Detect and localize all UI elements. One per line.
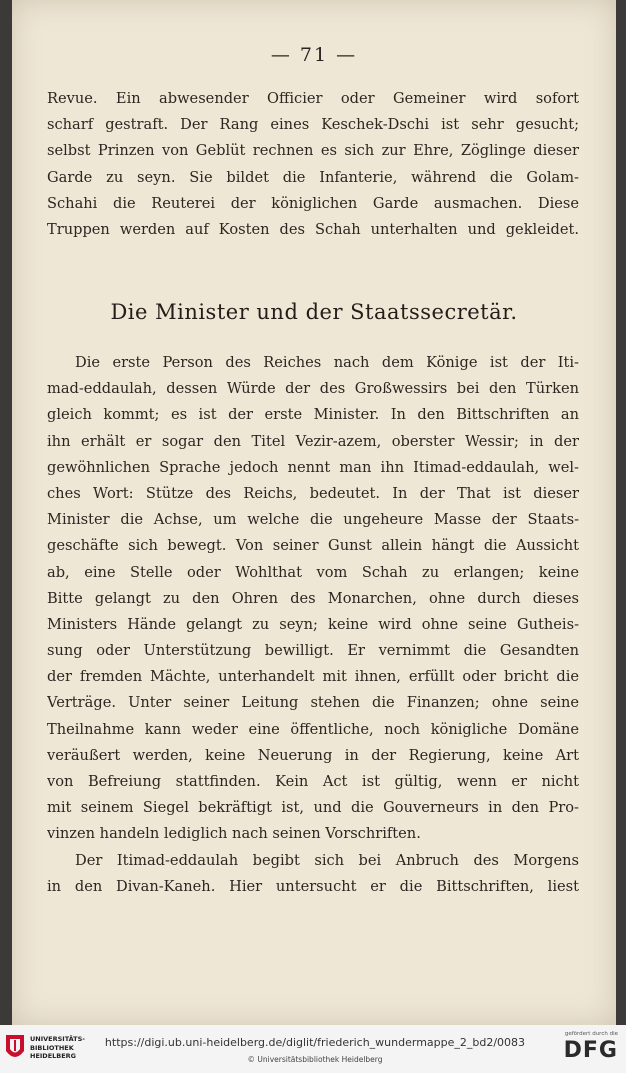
text-line: mad-eddaulah, dessen Würde der des Großwessirs bei den Türken (47, 380, 579, 398)
text-line: Bitte gelangt zu den Ohren des Monarchen, ohne durch dieses (47, 589, 579, 607)
text-line: selbst Prinzen von Geblüt rechnen es sich zur Ehre, Zöglinge dieser (47, 142, 579, 160)
text-line: Minister die Achse, um welche die ungeheure Masse der Staats- (47, 511, 579, 529)
copyright-notice: © Universitätsbibliothek Heidelberg (247, 1055, 383, 1064)
text-line: von Befreiung stattfinden. Kein Act ist gültig, wenn er nicht (47, 773, 579, 790)
paragraph-1 (47, 86, 579, 243)
text-line: gewöhnlichen Sprache jedoch nennt man ihn Itimad-eddaulah, wel- (47, 458, 579, 476)
text-line: ab, eine Stelle oder Wohlthat vom Schah zu erlangen; keine (47, 563, 579, 581)
text-line: der fremden Mächte, unterhandelt mit ihnen, erfüllt oder bricht die (47, 668, 579, 686)
text-line: gleich kommt; es ist der erste Minister. In den Bittschriften an (47, 406, 579, 424)
text-line: in den Divan-Kaneh. Hier untersucht er die Bittschriften, liest (47, 877, 579, 895)
text-line: Verträge. Unter seiner Leitung stehen die Finanzen; ohne seine (47, 694, 579, 712)
text-line: Die erste Person des Reiches nach dem Könige ist der Iti- (75, 354, 579, 371)
permalink-url[interactable]: https://digi.ub.uni-heidelberg.de/diglit/friederich_wundermappe_2_bd2/0083 (104, 1036, 526, 1049)
text-line: mit seinem Siegel bekräftigt ist, und die Gouverneurs in den Pro- (47, 799, 579, 817)
text-line: Garde zu seyn. Sie bildet die Infanterie, während die Golam- (47, 168, 579, 186)
paragraph-2 (47, 350, 579, 900)
text-line: Der Itimad-eddaulah begibt sich bei Anbruch des Morgens (75, 851, 579, 869)
text-line: geschäfte sich bewegt. Von seiner Gunst allein hängt die Aussicht (47, 537, 579, 555)
funding-label: gefördert durch die (564, 1031, 618, 1037)
text-line: scharf gestraft. Der Rang eines Keschek-Dschi ist sehr gesucht; (47, 116, 579, 134)
text-line: vinzen handeln lediglich nach seinen Vorschriften. (47, 825, 421, 843)
viewer-footer (0, 1025, 626, 1073)
text-line: Ministers Hände gelangt zu seyn; keine wird ohne seine Gutheis- (47, 615, 579, 633)
text-line: Revue. Ein abwesender Officier oder Gemeiner wird sofort (47, 90, 579, 107)
university-seal-icon (4, 1033, 26, 1063)
text-line: Truppen werden auf Kosten des Schah unterhalten und gekleidet. (47, 220, 579, 238)
text-line: ihn erhält er sogar den Titel Vezir-azem, oberster Wessir; in der (47, 432, 579, 450)
page-number: — 71 — (270, 44, 358, 66)
university-name: UNIVERSITÄTS- BIBLIOTHEK HEIDELBERG (30, 1035, 85, 1060)
section-heading: Die Minister und der Staatssecretär. (110, 300, 518, 324)
dfg-logo: DFG (563, 1038, 618, 1063)
text-line: ches Wort: Stütze des Reichs, bedeutet. In der That ist dieser (47, 484, 579, 502)
text-line: Theilnahme kann weder eine öffentliche, noch königliche Domäne (47, 720, 579, 738)
text-line: Schahi die Reuterei der königlichen Garde ausmachen. Diese (47, 194, 579, 212)
text-line: sung oder Unterstützung bewilligt. Er vernimmt die Gesandten (47, 642, 579, 660)
scanned-page (12, 0, 616, 1025)
text-line: veräußert werden, keine Neuerung in der Regierung, keine Art (47, 746, 579, 764)
